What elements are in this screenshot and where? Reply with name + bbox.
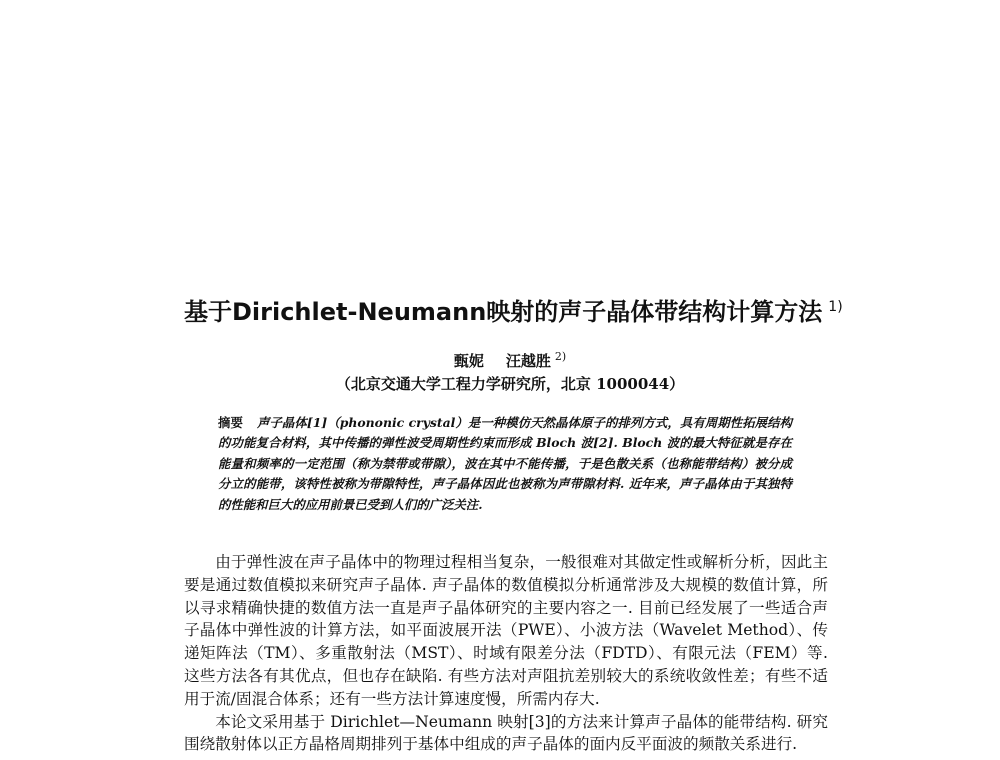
author-name: 甄妮 [453,352,484,370]
author-footnote-marker: 2) [554,350,567,363]
paper-title-text: 基于Dirichlet-Neumann映射的声子晶体带结构计算方法 [184,298,823,326]
body-text [184,551,828,756]
body-paragraph: 由于弹性波在声子晶体中的物理过程相当复杂，一般很难对其做定性或解析分析，因此主要是通过数值模拟来研究声子晶体. 声子晶体的数值模拟分析通常涉及大规模的数值计算，所以寻求精确快捷的数值方法一直是声子晶体研究的主要内容之一. 目前已经发展了一些适合声子晶体中弹性波的计算方法，如平面波展开法（PWE）、小波方法（Wavelet Method）、传递矩阵法（TM）、多重散射法（MST）、时域有限差分法（FDTD）、有限元法（FEM）等. 这些方法各有其优点，但也存在缺陷. 有些方法对声阻抗差别较大的系统收敛性差；有些不适用于流/固混合体系；还有一些方法计算速度慢，所需内存大. [184,553,828,708]
title-footnote-marker: 1) [828,299,843,315]
abstract [218,413,792,515]
abstract-text: 声子晶体[1]（phononic crystal）是一种模仿天然晶体原子的排列方式，具有周期性拓展结构的功能复合材料，其中传播的弹性波受周期性约束而形成 Bloch 波[2]. Bloch 波的最大特征就是存在能量和频率的一定范围（称为禁带或带隙），波在其中不能传播，于是色散关系（也称能带结构）被分成分立的能带，该特性被称为带隙特性，声子晶体因此也被称为声带隙材料. 近年来，声子晶体由于其独特的性能和巨大的应用前景已受到人们的广泛关注. [218,415,793,512]
body-paragraph: 本论文采用基于 Dirichlet—Neumann 映射[3]的方法来计算声子晶体的能带结构. 研究围绕散射体以正方晶格周期排列于基体中组成的声子晶体的面内反平面波的频散关系进行. [184,712,828,754]
paper-title [184,290,844,329]
affiliation: （北京交通大学工程力学研究所，北京 1000044） [335,375,685,393]
author-line [0,346,1000,372]
author-name: 汪越胜 [505,352,551,370]
abstract-label: 摘要 [218,415,243,430]
